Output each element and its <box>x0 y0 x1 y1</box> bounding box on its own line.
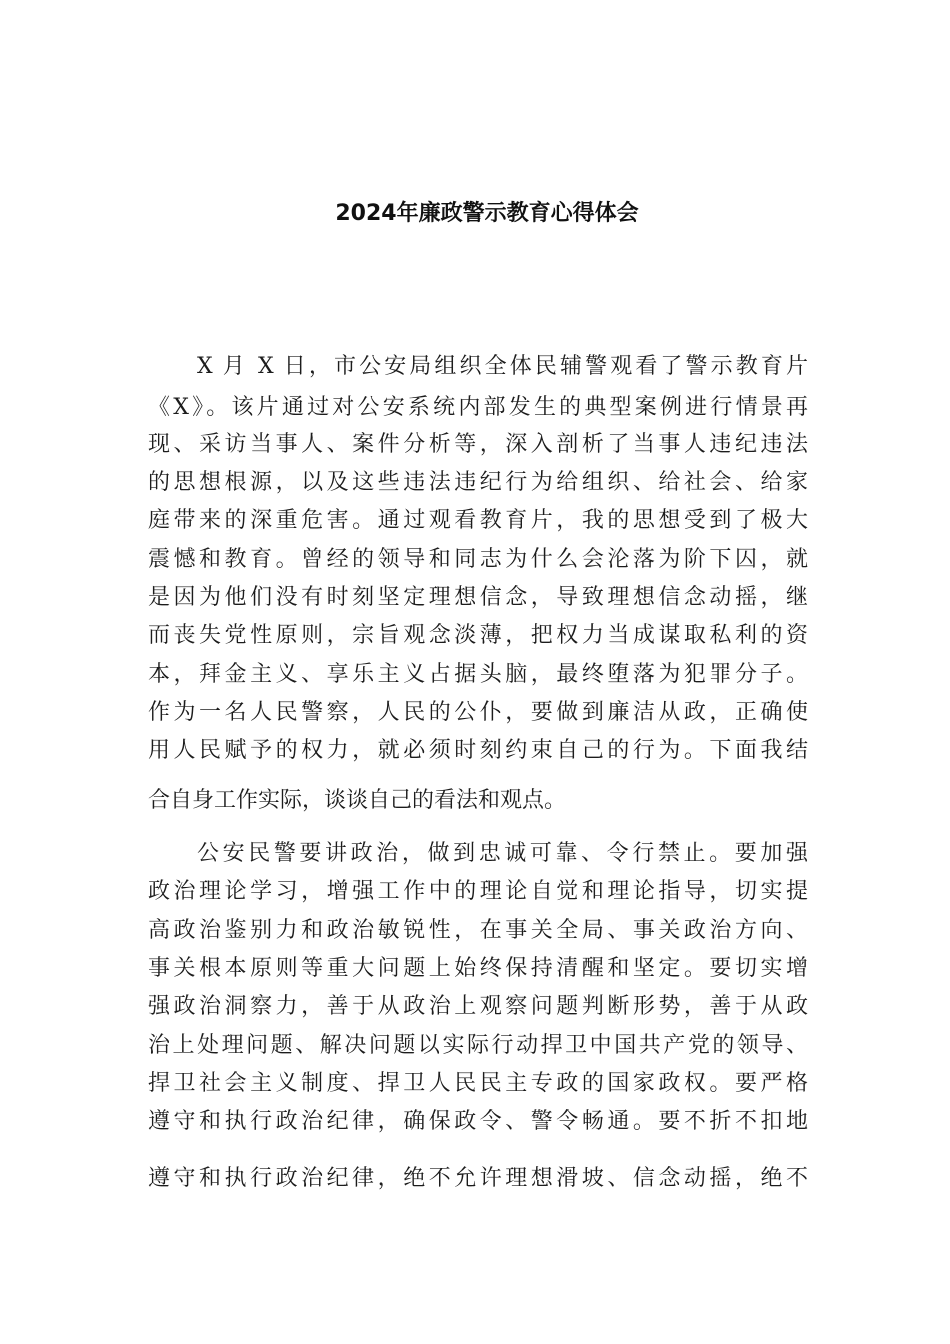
paragraph-2-line-8: 遵守和执行政治纪律，确保政令、警令畅通。要不折不扣地 <box>148 1109 808 1134</box>
paragraph-2-line-3: 高政治鉴别力和政治敏锐性，在事关全局、事关政治方向、 <box>148 918 808 943</box>
document-title: 2024年廉政警示教育心得体会 <box>335 201 639 226</box>
paragraph-2-line-5: 强政治洞察力，善于从政治上观察问题判断形势，善于从政 <box>148 994 808 1019</box>
paragraph-2-line-6: 治上处理问题、解决问题以实际行动捍卫中国共产党的领导、 <box>148 1033 808 1058</box>
paragraph-2-line-4: 事关根本原则等重大问题上始终保持清醒和坚定。要切实增 <box>148 956 808 981</box>
paragraph-1-line-3: 现、采访当事人、案件分析等，深入剖析了当事人违纪违法 <box>148 432 808 457</box>
paragraph-2-line-2: 政治理论学习，增强工作中的理论自觉和理论指导，切实提 <box>148 879 808 904</box>
paragraph-1-line-12: 合自身工作实际，谈谈自己的看法和观点。 <box>148 788 567 813</box>
paragraph-2-line-7: 捍卫社会主义制度、捍卫人民民主专政的国家政权。要严格 <box>148 1071 808 1096</box>
paragraph-2-line-1: 公安民警要讲政治，做到忠诚可靠、令行禁止。要加强 <box>197 841 808 866</box>
paragraph-1-line-4: 的思想根源，以及这些违法违纪行为给组织、给社会、给家 <box>148 470 808 495</box>
paragraph-1-line-9: 本，拜金主义、享乐主义占据头脑，最终堕落为犯罪分子。 <box>148 662 808 687</box>
paragraph-1-line-6: 震憾和教育。曾经的领导和同志为什么会沦落为阶下囚，就 <box>148 547 808 572</box>
paragraph-1-line-11: 用人民赋予的权力，就必须时刻约束自己的行为。下面我结 <box>148 738 808 763</box>
paragraph-1-line-8: 而丧失党性原则，宗旨观念淡薄，把权力当成谋取私利的资 <box>148 623 808 648</box>
paragraph-1-line-10: 作为一名人民警察，人民的公仆，要做到廉洁从政，正确使 <box>148 700 808 725</box>
paragraph-2-line-9: 遵守和执行政治纪律，绝不允许理想滑坡、信念动摇，绝不 <box>148 1166 808 1191</box>
paragraph-1-line-2: 《X》。该片通过对公安系统内部发生的典型案例进行情景再 <box>148 395 808 420</box>
paragraph-1-line-1: X 月 X 日，市公安局组织全体民辅警观看了警示教育片 <box>197 354 808 379</box>
paragraph-1-line-5: 庭带来的深重危害。通过观看教育片，我的思想受到了极大 <box>148 508 808 533</box>
paragraph-1-line-7: 是因为他们没有时刻坚定理想信念，导致理想信念动摇，继 <box>148 585 808 610</box>
